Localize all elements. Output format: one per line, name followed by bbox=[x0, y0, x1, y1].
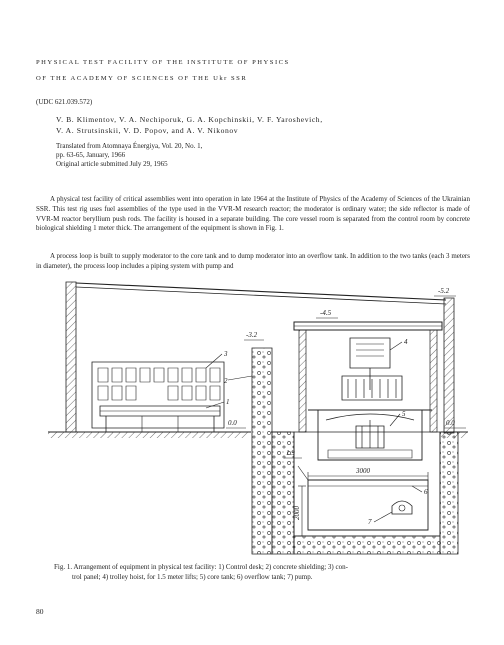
author-list bbox=[56, 115, 486, 136]
elevation-floor-left: 0.0 bbox=[228, 419, 237, 427]
elevation-floor-right: 0.0 bbox=[446, 419, 455, 427]
source-info bbox=[56, 142, 202, 169]
trolley-hoist bbox=[294, 322, 442, 432]
authors-line-1: V. B. Klimentov, V. A. Nechiporuk, G. A. Kopchinskii, V. F. Yaroshevich, bbox=[56, 115, 323, 124]
figure-caption bbox=[54, 563, 474, 583]
title-line-1: PHYSICAL TEST FACILITY OF THE INSTITUTE OF PHYSICS bbox=[36, 59, 290, 66]
paragraph-2: A process loop is built to supply moderator to the core tank and to dump moderator into an overflow tank. In addition to the two tanks (each 3 meters in diameter), the process loop includes a piping system with pump and bbox=[36, 252, 470, 270]
dimension-height: 2000 bbox=[293, 506, 301, 520]
source-line-3: Original article submitted July 29, 1965 bbox=[56, 160, 168, 168]
label-6: 6 bbox=[424, 488, 428, 496]
source-line-2: pp. 63-65, January, 1966 bbox=[56, 151, 126, 159]
label-2: 2 bbox=[224, 377, 228, 385]
label-1: 1 bbox=[226, 398, 230, 406]
source-line-1: Translated from Atomnaya Énergiya, Vol. 20, No. 1, bbox=[56, 142, 203, 150]
caption-line-2: trol panel; 4) trolley hoist, for 1.5 meter lifts; 5) core tank; 6) overflow tank; 7) pump. bbox=[72, 572, 313, 581]
elevation-hoist: -4.5 bbox=[320, 309, 332, 317]
label-4: 4 bbox=[404, 338, 408, 346]
dimension-lines bbox=[298, 472, 428, 536]
title-line-2: OF THE ACADEMY OF SCIENCES OF THE Ukr SSR bbox=[36, 75, 248, 82]
label-7: 7 bbox=[368, 518, 372, 526]
overflow-tank bbox=[298, 466, 428, 530]
equipment-arrangement-figure bbox=[46, 280, 470, 558]
page-number: 80 bbox=[36, 607, 44, 616]
pump bbox=[392, 501, 412, 514]
elevation-roof: -5.2 bbox=[438, 287, 450, 295]
dimension-width: 3000 bbox=[356, 467, 370, 475]
elevation-pit: 1.9 bbox=[286, 449, 295, 457]
concrete-shielding bbox=[252, 348, 458, 554]
elevation-wall: -3.2 bbox=[246, 331, 258, 339]
caption-line-1: Fig. 1. Arrangement of equipment in physical test facility: 1) Control desk; 2) concrete shielding; 3) con- bbox=[54, 563, 348, 571]
label-3: 3 bbox=[224, 350, 228, 358]
core-tank bbox=[308, 410, 432, 460]
control-panel bbox=[92, 362, 224, 428]
label-5: 5 bbox=[402, 410, 406, 418]
authors-line-2: V. A. Strutsinskii, V. D. Popov, and A. V. Nikonov bbox=[56, 125, 239, 135]
paragraph-1: A physical test facility of critical assemblies went into operation in late 1964 at the Institute of Physics of the Academy of Sciences of the Ukrainian SSR. This test rig uses fuel assemblies of the type used in the VVR-M research reactor; the moderator is ordinary water; the side reflector is made of VVR-M reactor beryllium push rods. The facility is housed in a separate building. The core vessel room is separated from the control room by concrete biological shielding 1 meter thick. The arrangement of the equipment is shown in Fig. 1. bbox=[36, 195, 470, 233]
udc-code: (UDC 621.039.572) bbox=[36, 98, 93, 106]
